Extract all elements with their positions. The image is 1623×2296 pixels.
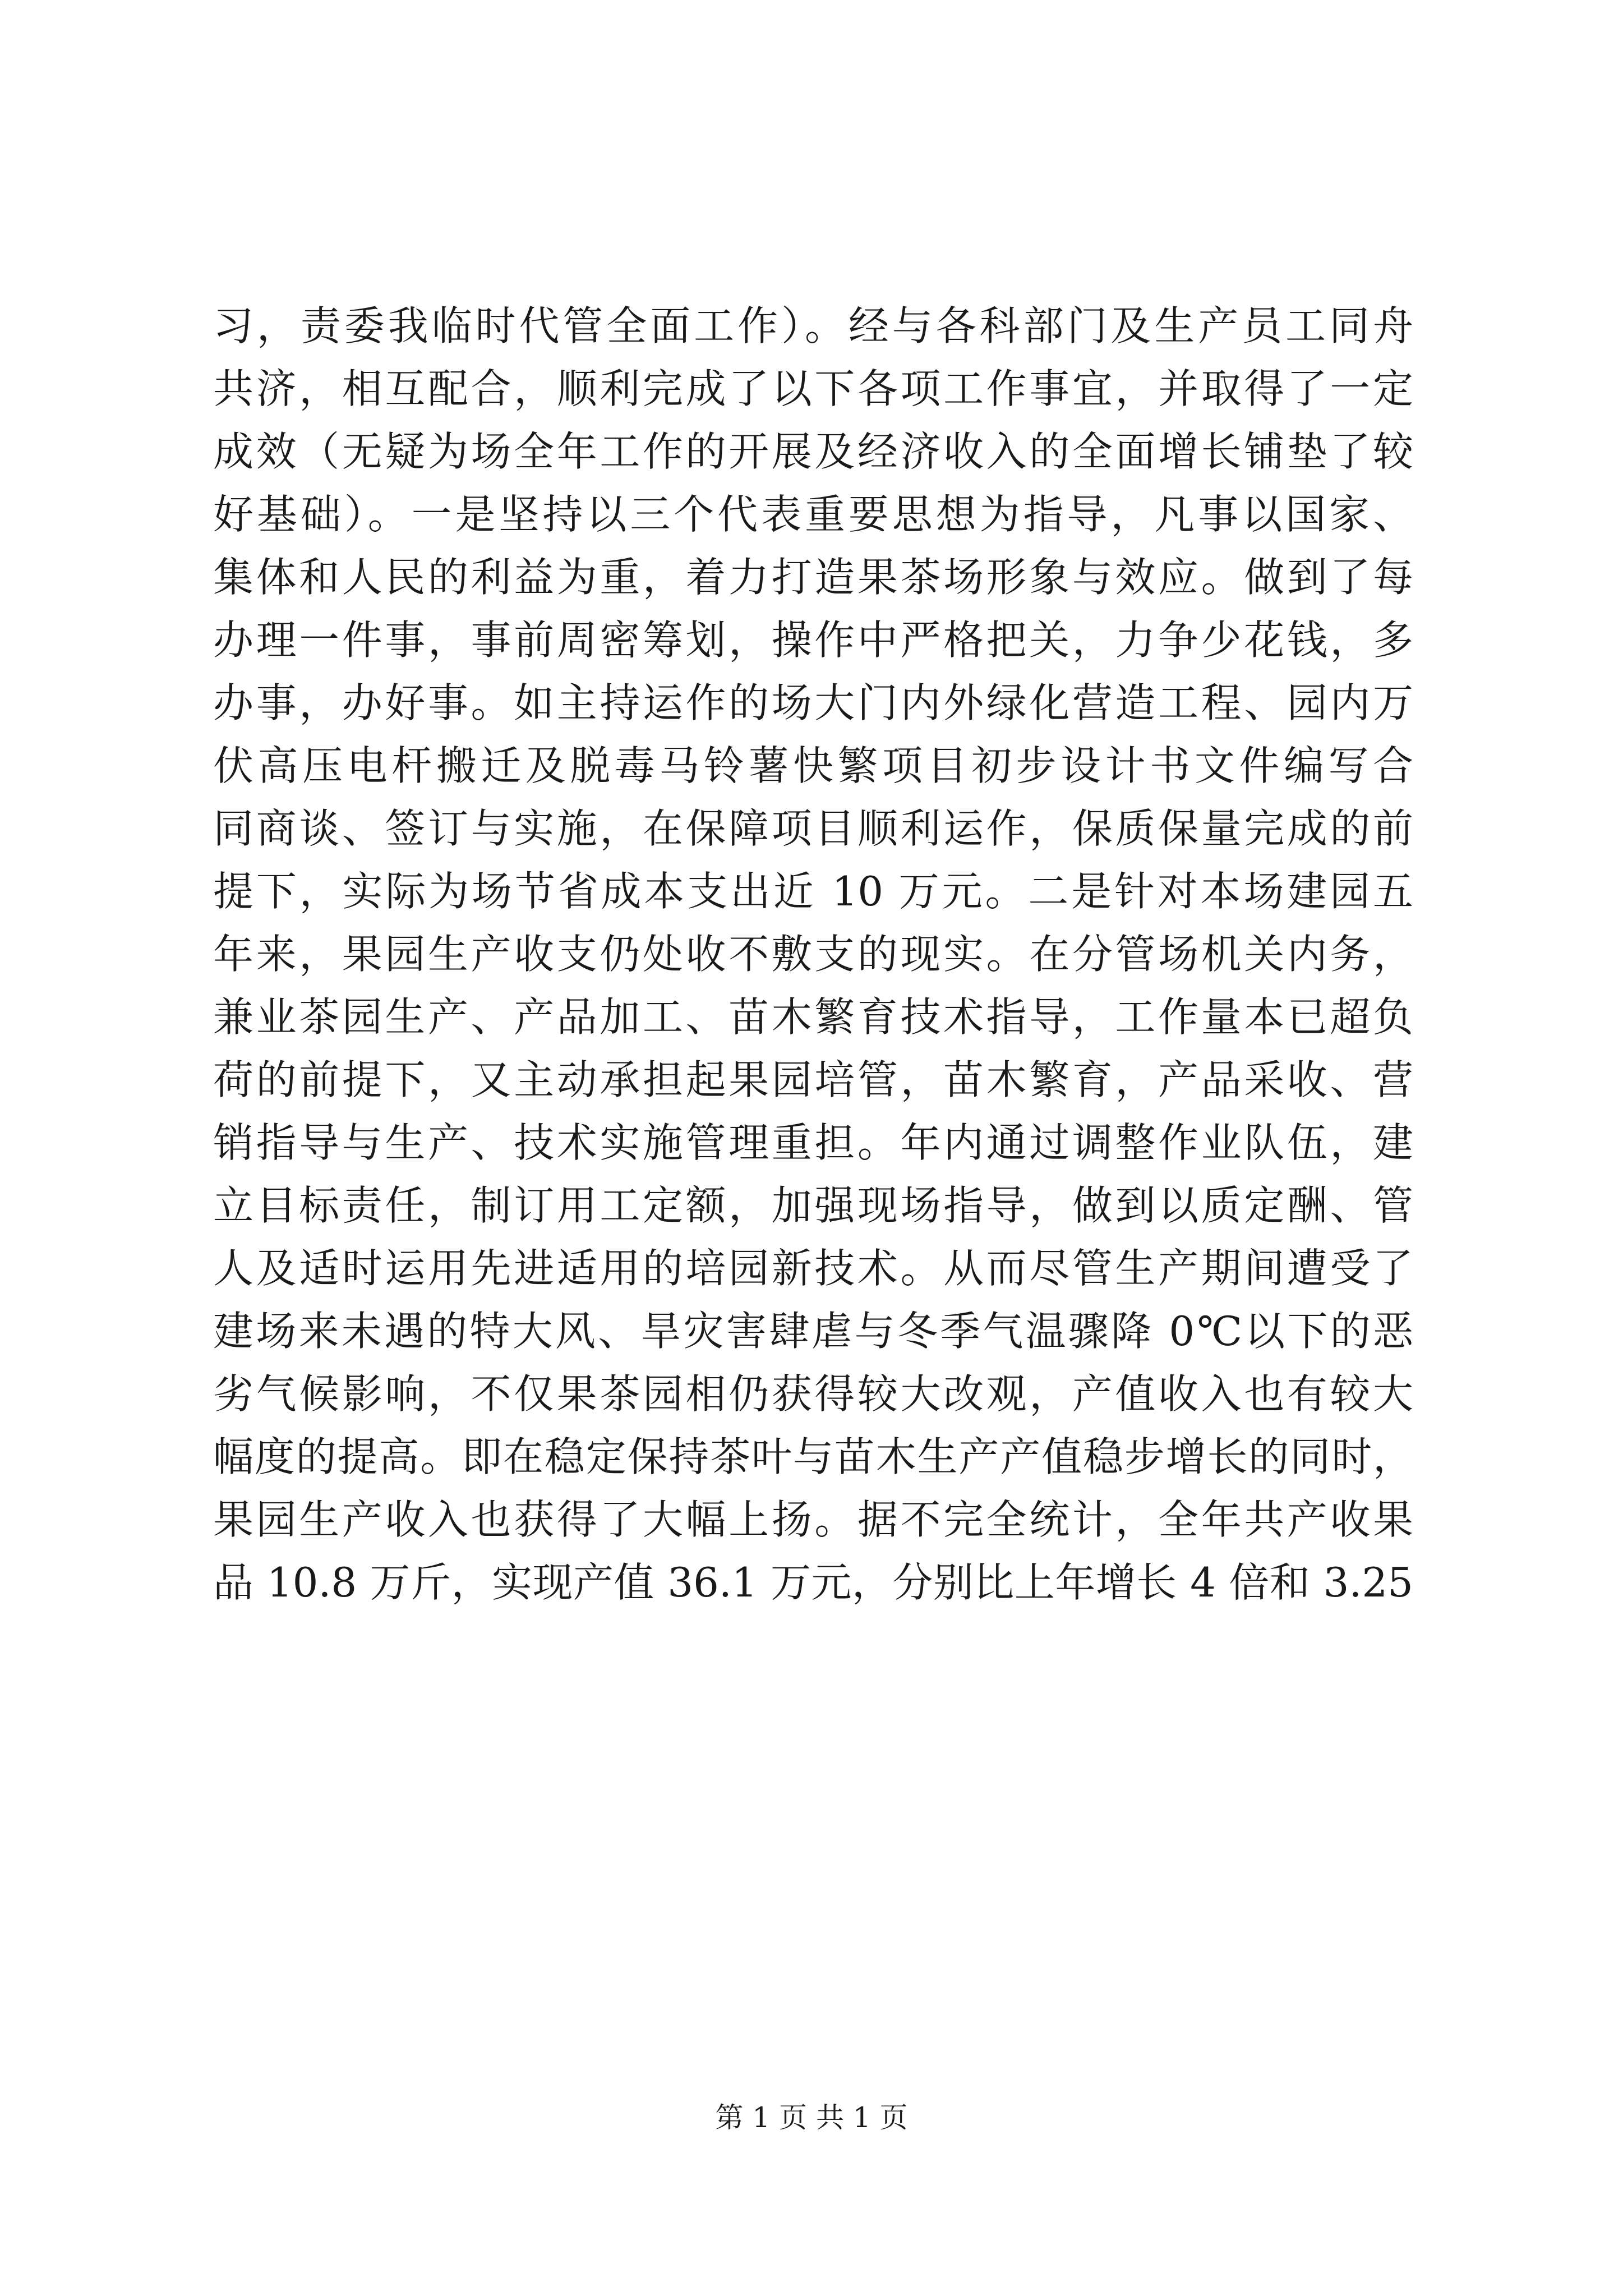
text-line: 幅度的提高。即在稳定保持茶叶与苗木生产产值稳步增长的同时，	[213, 1433, 1413, 1480]
text-line: 伏高压电杆搬迁及脱毒马铃薯快繁项目初步设计书文件编写合	[213, 742, 1413, 789]
text-line: 办理一件事，事前周密筹划，操作中严格把关，力争少花钱，多	[213, 616, 1413, 664]
text-line: 办事，办好事。如主持运作的场大门内外绿化营造工程、园内万	[213, 679, 1413, 726]
text-line: 好基础）。一是坚持以三个代表重要思想为指导，凡事以国家、	[213, 491, 1413, 538]
text-line: 年来，果园生产收支仍处收不敷支的现实。在分管场机关内务，	[213, 931, 1413, 978]
text-line: 同商谈、签订与实施，在保障项目顺利运作，保质保量完成的前	[213, 805, 1413, 852]
text-line: 习，责委我临时代管全面工作）。经与各科部门及生产员工同舟	[213, 302, 1413, 349]
text-line: 人及适时运用先进适用的培园新技术。从而尽管生产期间遭受了	[213, 1245, 1413, 1292]
text-line: 销指导与生产、技术实施管理重担。年内通过调整作业队伍，建	[213, 1119, 1413, 1166]
page-footer: 第 1 页 共 1 页	[715, 2101, 908, 2134]
text-line: 立目标责任，制订用工定额，加强现场指导，做到以质定酬、管	[213, 1182, 1413, 1229]
text-line: 集体和人民的利益为重，着力打造果茶场形象与效应。做到了每	[213, 554, 1413, 601]
text-line: 共济，相互配合，顺利完成了以下各项工作事宜，并取得了一定	[213, 365, 1413, 412]
text-line: 兼业茶园生产、产品加工、苗木繁育技术指导，工作量本已超负	[213, 993, 1413, 1041]
text-line: 劣气候影响，不仅果茶园相仍获得较大改观，产值收入也有较大	[213, 1370, 1413, 1418]
text-line: 建场来未遇的特大风、旱灾害肆虐与冬季气温骤降 0℃以下的恶	[213, 1308, 1413, 1355]
text-line: 提下，实际为场节省成本支出近 10 万元。二是针对本场建园五	[213, 868, 1413, 915]
body-text	[213, 295, 1413, 1614]
text-line: 成效（无疑为场全年工作的开展及经济收入的全面增长铺垫了较	[213, 428, 1413, 475]
text-line: 荷的前提下，又主动承担起果园培管，苗木繁育，产品采收、营	[213, 1056, 1413, 1103]
text-line: 果园生产收入也获得了大幅上扬。据不完全统计，全年共产收果	[213, 1496, 1413, 1543]
text-line: 品 10.8 万斤，实现产值 36.1 万元，分别比上年增长 4 倍和 3.25	[213, 1559, 1413, 1606]
